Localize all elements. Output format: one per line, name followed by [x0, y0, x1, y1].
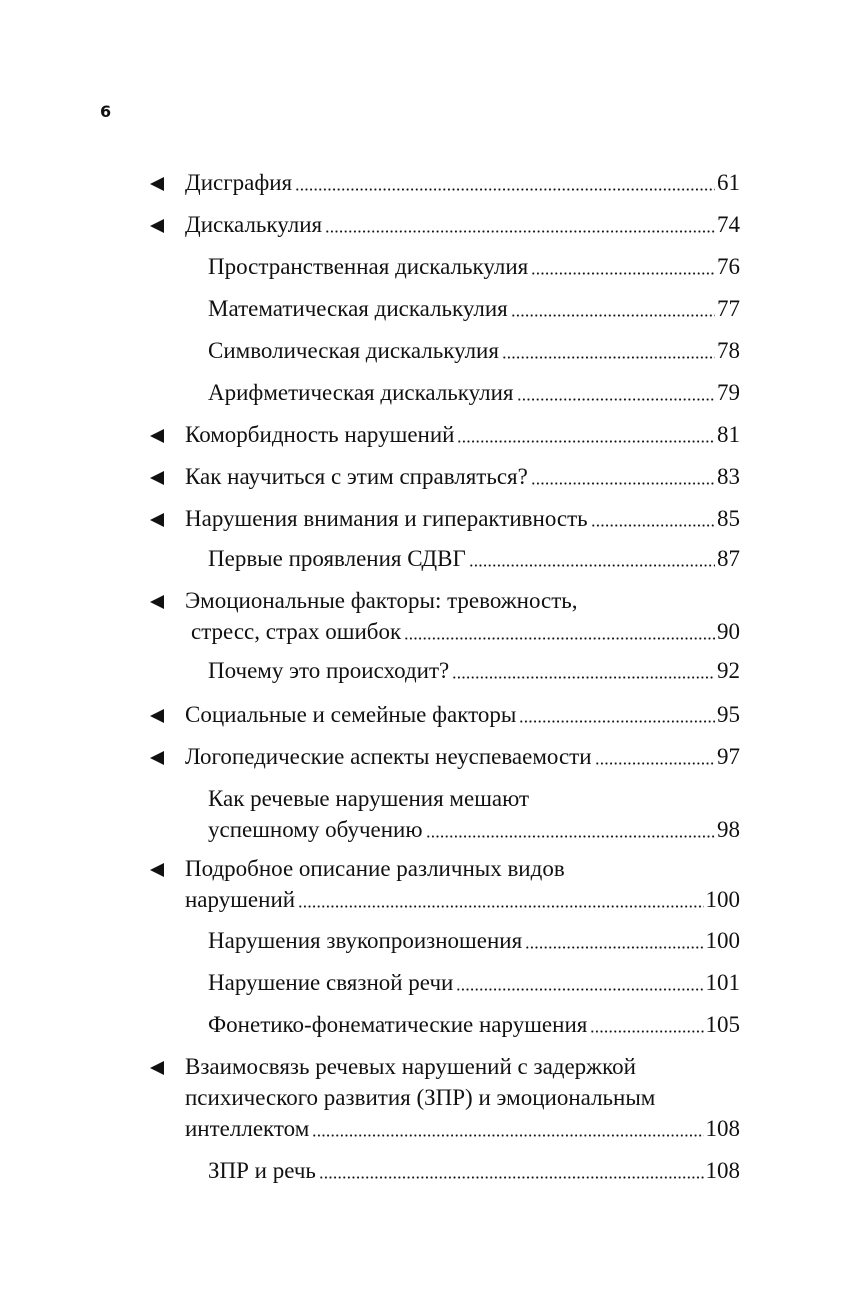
- dot-leader: [452, 676, 715, 679]
- dot-leader: [456, 988, 703, 991]
- toc-entry-page: 81: [717, 422, 740, 447]
- toc-entry-page: 61: [717, 170, 740, 195]
- dot-leader: [319, 1176, 704, 1179]
- toc-entry-title: Фонетико-фонематические нарушения: [208, 1012, 588, 1037]
- dot-leader: [595, 762, 715, 765]
- triangle-bullet-icon: [150, 177, 164, 191]
- toc-entry-title: нарушений: [185, 887, 296, 912]
- toc-entry-page: 87: [717, 546, 740, 571]
- toc-entry-title: Почему это происходит?: [208, 658, 450, 683]
- dot-leader: [312, 1134, 703, 1137]
- toc-entry-title: Пространственная дискалькулия: [208, 254, 529, 279]
- toc-entry-title: стресс, страх ошибок: [191, 619, 402, 644]
- toc-entry-title: Социальные и семейные факторы: [185, 702, 517, 727]
- toc-entry-page: 97: [717, 744, 740, 769]
- dot-leader: [457, 440, 715, 443]
- toc-entry-title: Взаимосвязь речевых нарушений с задержкой: [185, 1054, 636, 1079]
- dot-leader: [469, 564, 715, 567]
- toc-entry-page: 101: [705, 970, 740, 995]
- toc-entry-title: Дискалькулия: [185, 212, 323, 237]
- triangle-bullet-icon: [150, 513, 164, 527]
- toc-entry-title: Эмоциональные факторы: тревожность,: [185, 588, 578, 613]
- toc-entry-page: 77: [717, 296, 740, 321]
- toc-entry-page: 74: [717, 212, 740, 237]
- dot-leader: [325, 230, 715, 233]
- toc-entry-page: 90: [717, 619, 740, 644]
- triangle-bullet-icon: [150, 471, 164, 485]
- toc-entry-title: Как речевые нарушения мешают: [208, 786, 530, 811]
- toc-entry-page: 95: [717, 702, 740, 727]
- triangle-bullet-icon: [150, 863, 164, 877]
- dot-leader: [502, 356, 715, 359]
- triangle-bullet-icon: [150, 751, 164, 765]
- toc-entry-title: Нарушения внимания и гиперактивность: [185, 506, 588, 531]
- dot-leader: [591, 524, 715, 527]
- toc-entry-title: Нарушения звукопроизношения: [208, 928, 523, 953]
- dot-leader: [519, 720, 715, 723]
- dot-leader: [295, 188, 715, 191]
- toc-entry-page: 85: [717, 506, 740, 531]
- toc-entry-title: успешному обучению: [208, 817, 423, 842]
- toc-entry-page: 108: [705, 1116, 740, 1141]
- toc-entry-title: психического развития (ЗПР) и эмоциональным: [185, 1085, 656, 1110]
- toc-entry-page: 76: [717, 254, 740, 279]
- dot-leader: [511, 314, 715, 317]
- toc-entry-title: ЗПР и речь: [208, 1158, 316, 1183]
- toc-entry-title: Коморбидность нарушений: [185, 422, 455, 447]
- dot-leader: [525, 946, 703, 949]
- dot-leader: [531, 272, 715, 275]
- page-number: 6: [100, 102, 112, 121]
- triangle-bullet-icon: [150, 595, 164, 609]
- toc-entry-page: 105: [705, 1012, 740, 1037]
- toc-entry-title: Арифметическая дискалькулия: [208, 380, 514, 405]
- toc-entry-title: Первые проявления СДВГ: [208, 546, 466, 571]
- toc-entry-page: 92: [717, 658, 740, 683]
- dot-leader: [298, 905, 703, 908]
- toc-entry-page: 83: [717, 464, 740, 489]
- toc-entry-page: 108: [705, 1158, 740, 1183]
- toc-entry-title: Символическая дискалькулия: [208, 338, 499, 363]
- toc-entry-title: Как научиться с этим справляться?: [185, 464, 528, 489]
- dot-leader: [426, 835, 715, 838]
- triangle-bullet-icon: [150, 709, 164, 723]
- toc-entry-title: Математическая дискалькулия: [208, 296, 508, 321]
- toc-entry-page: 98: [717, 817, 740, 842]
- toc-entry-page: 78: [717, 338, 740, 363]
- dot-leader: [590, 1030, 703, 1033]
- toc-entry-page: 79: [717, 380, 740, 405]
- toc-entry-title: Нарушение связной речи: [208, 970, 454, 995]
- triangle-bullet-icon: [150, 429, 164, 443]
- toc-entry-title: Дисграфия: [185, 170, 293, 195]
- dot-leader: [404, 637, 715, 640]
- toc-entry-title: Логопедические аспекты неуспеваемости: [185, 744, 592, 769]
- triangle-bullet-icon: [150, 219, 164, 233]
- triangle-bullet-icon: [150, 1061, 164, 1075]
- toc-entry-title: интеллектом: [185, 1116, 310, 1141]
- dot-leader: [517, 398, 716, 401]
- toc-entry-page: 100: [705, 928, 740, 953]
- dot-leader: [531, 482, 715, 485]
- toc-entry-page: 100: [705, 887, 740, 912]
- toc-entry-title: Подробное описание различных видов: [185, 856, 565, 881]
